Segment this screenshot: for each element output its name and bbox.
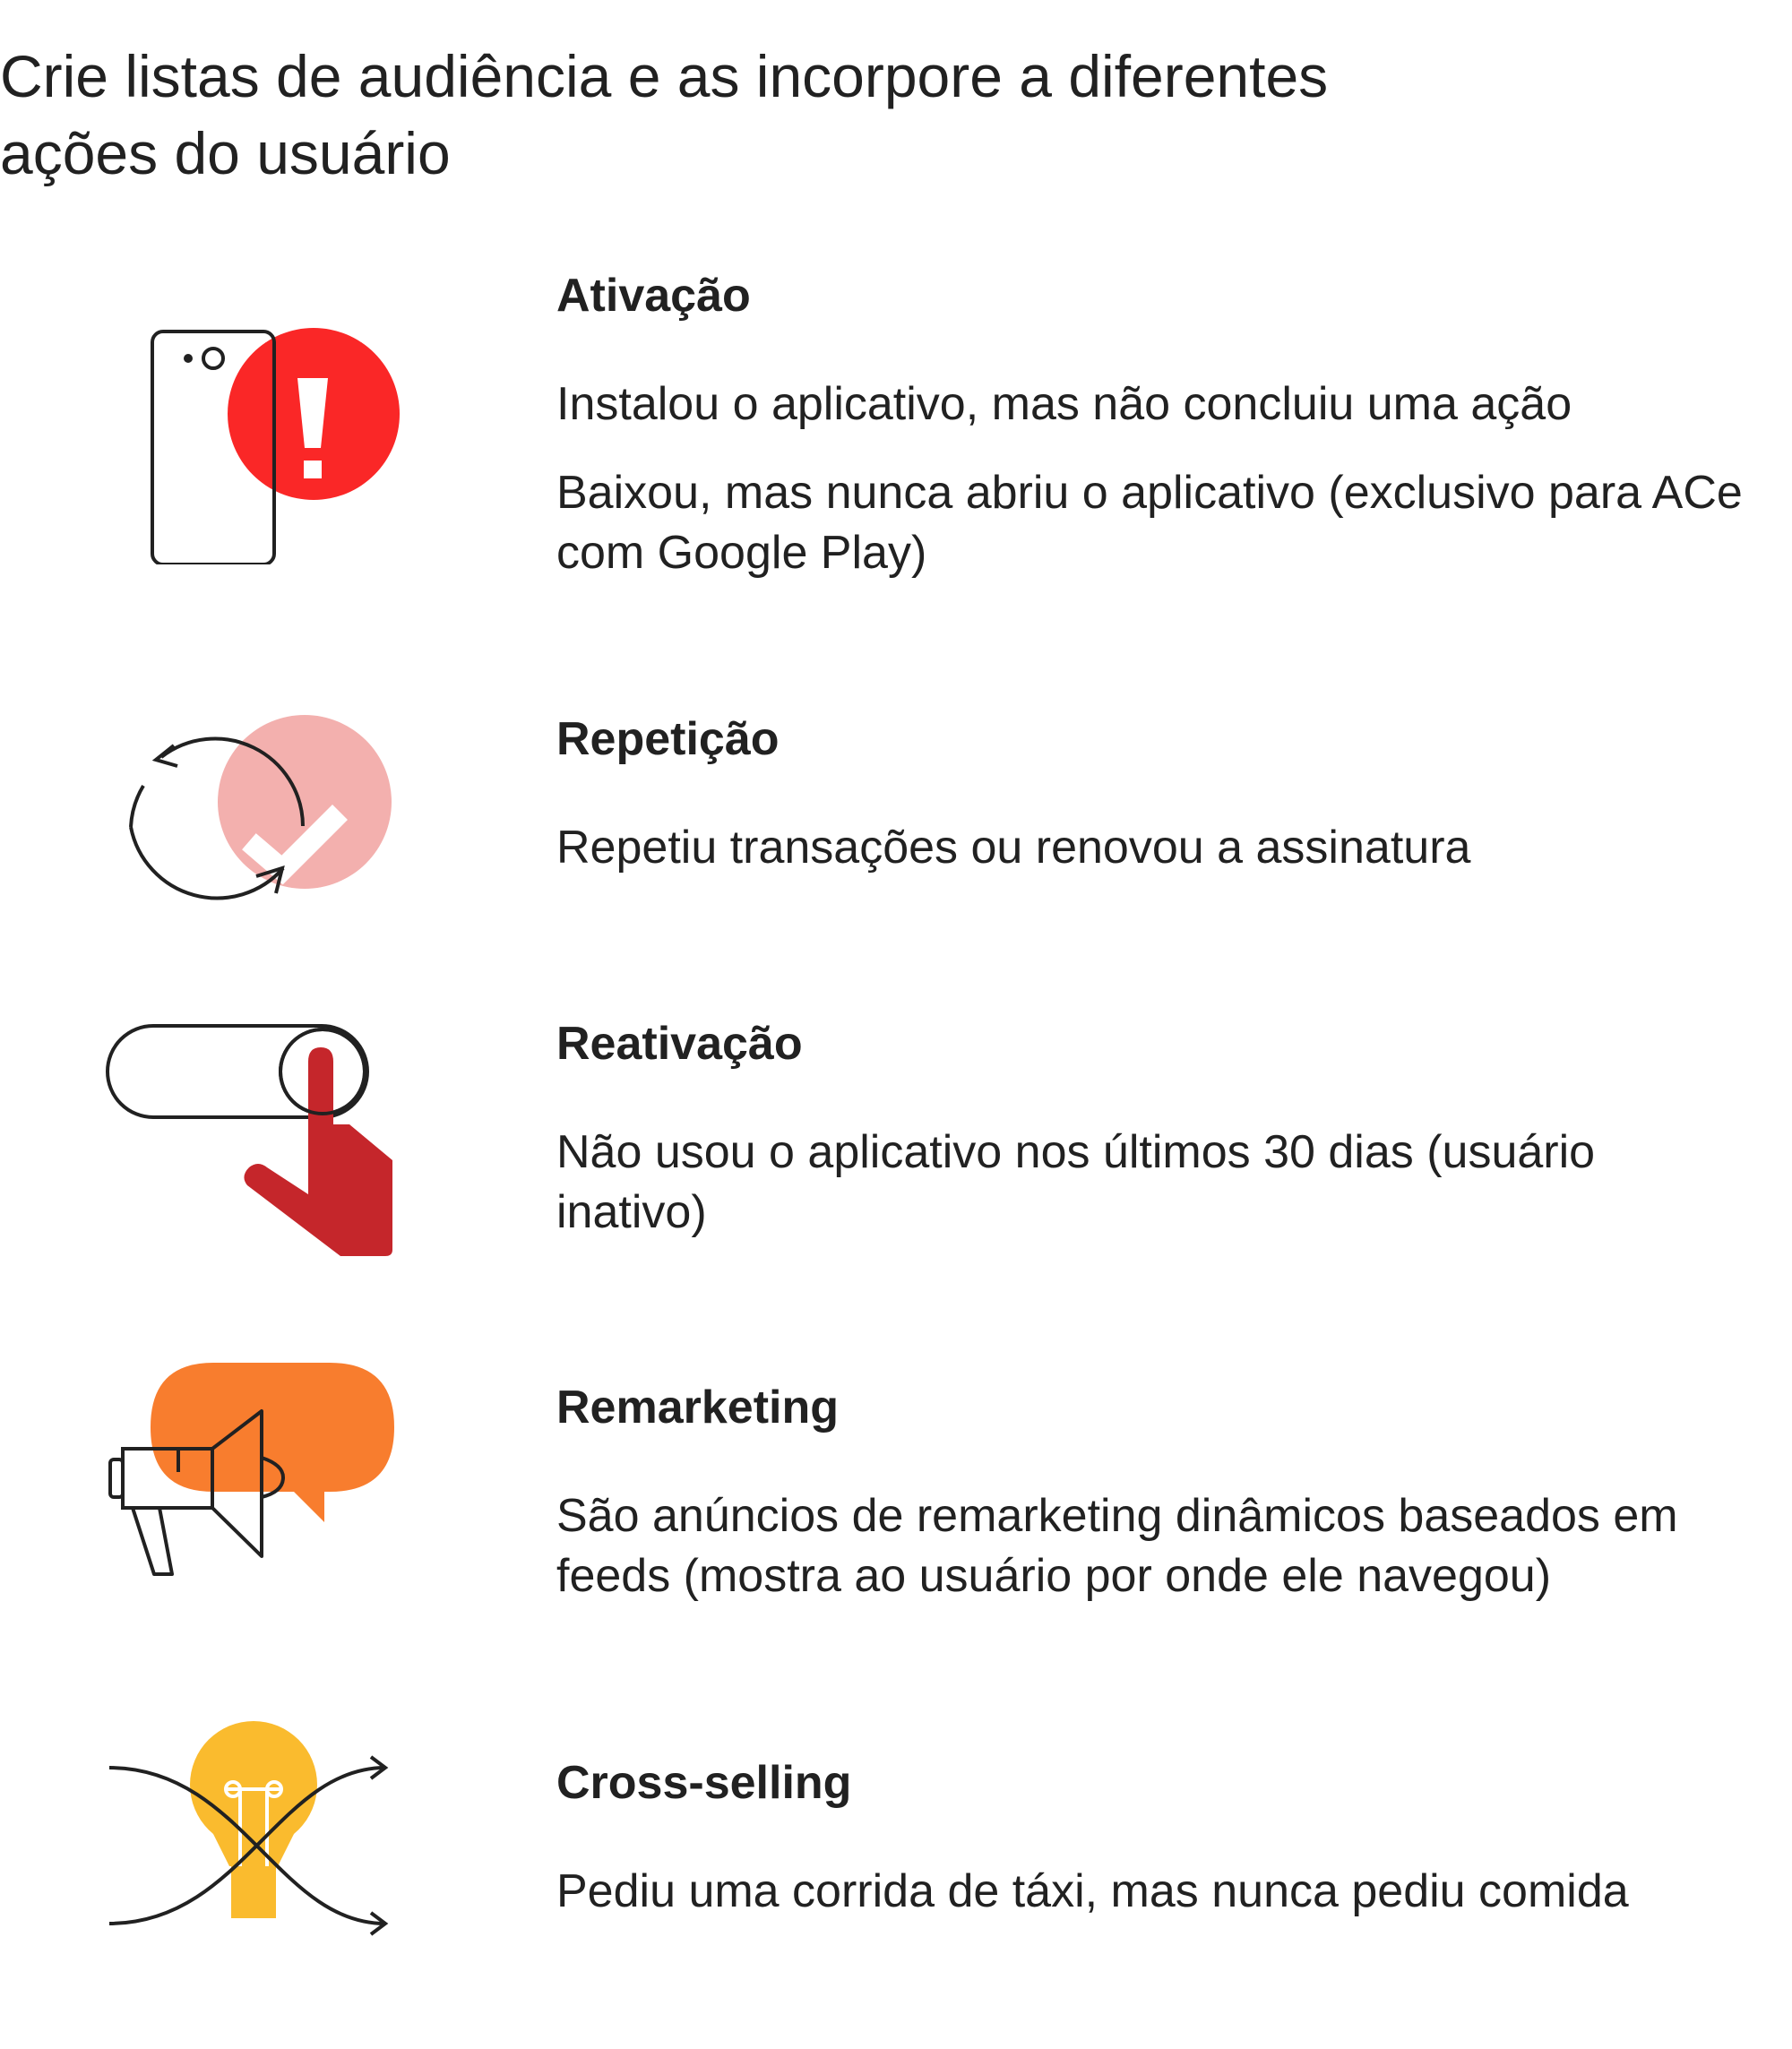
section-text xyxy=(556,1381,1757,1635)
section-text xyxy=(556,1017,1757,1271)
section-line: São anúncios de remarketing dinâmicos baseados em feeds (mostra ao usuário por onde ele navegou) xyxy=(556,1490,1678,1602)
repeat-check-icon xyxy=(81,694,439,963)
section-line: Repetiu transações ou renovou a assinatura xyxy=(556,822,1471,874)
section-heading: Repetição xyxy=(556,713,780,765)
lightbulb-crossing-arrows-icon xyxy=(81,1718,439,1986)
page-title: Crie listas de audiência e as incorpore a diferentes ações do usuário xyxy=(0,43,1329,186)
section-text xyxy=(556,1756,1757,1950)
section-line: Instalou o aplicativo, mas não concluiu uma ação xyxy=(556,378,1572,430)
megaphone-icon xyxy=(81,1363,439,1631)
phone-alert-icon xyxy=(81,296,439,564)
section-text xyxy=(556,269,1757,612)
section-heading: Reativação xyxy=(556,1018,803,1070)
section-line: Não usou o aplicativo nos últimos 30 dias (usuário inativo) xyxy=(556,1126,1596,1238)
section-text xyxy=(556,712,1757,907)
section-line: Pediu uma corrida de táxi, mas nunca pediu comida xyxy=(556,1865,1629,1917)
section-heading: Remarketing xyxy=(556,1382,839,1433)
toggle-hand-icon xyxy=(81,1008,439,1277)
section-heading: Ativação xyxy=(556,270,751,322)
section-heading: Cross-selling xyxy=(556,1757,852,1809)
section-line: Baixou, mas nunca abriu o aplicativo (exclusivo para ACe com Google Play) xyxy=(556,467,1743,579)
